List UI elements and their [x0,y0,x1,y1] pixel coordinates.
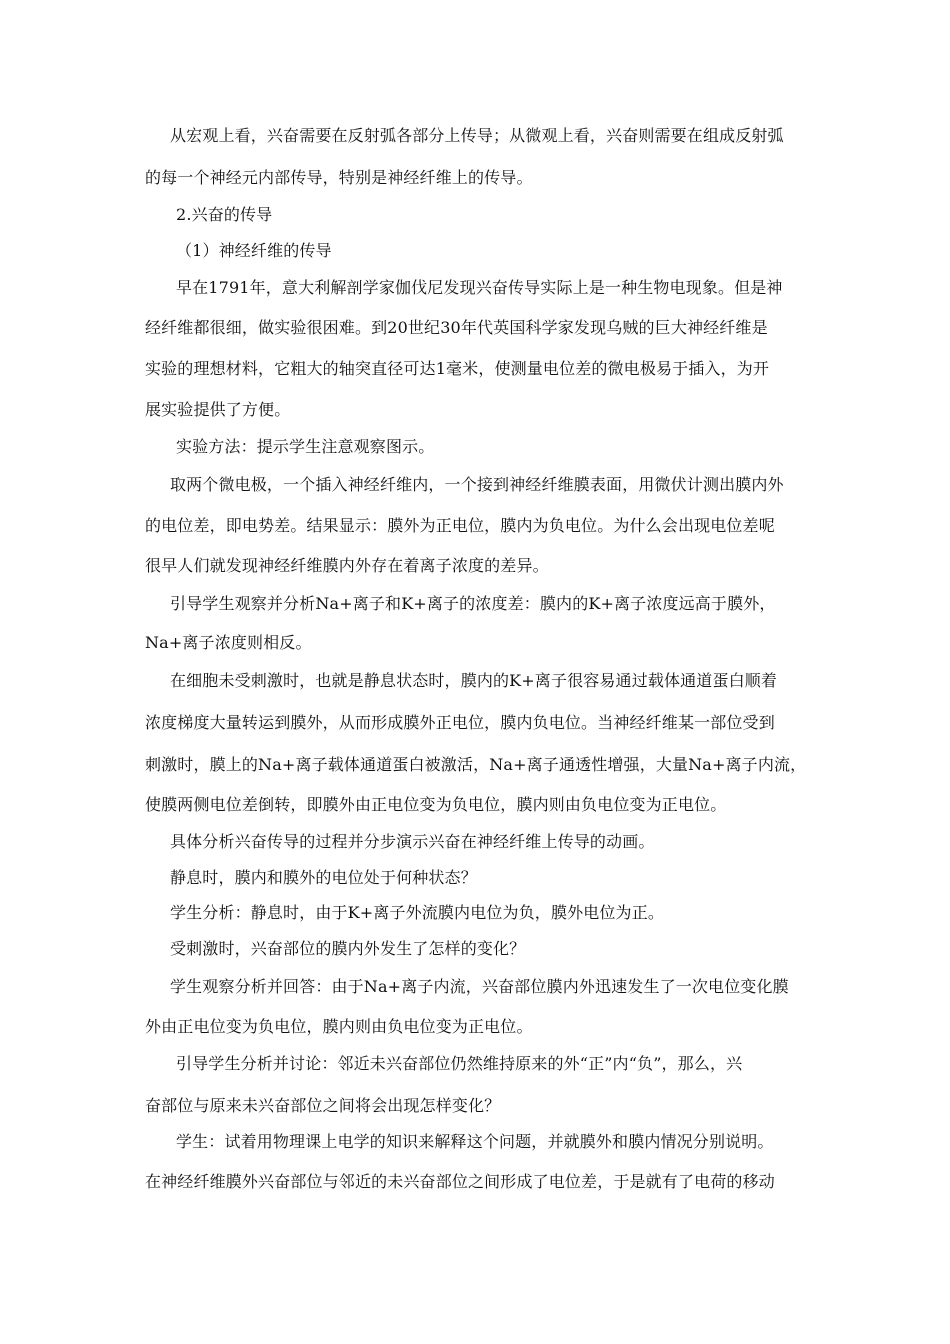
text-line: 学生：试着用物理课上电学的知识来解释这个问题，并就膜外和膜内情况分别说明。 [176,1132,774,1151]
text-line: 奋部位与原来未兴奋部位之间将会出现怎样变化？ [145,1096,501,1115]
text-line: 很早人们就发现神经纤维膜内外存在着离子浓度的差异。 [145,556,549,575]
text-line: 的电位差，即电势差。结果显示：膜外为正电位，膜内为负电位。为什么会出现电位差呢 [145,516,775,535]
text-line: 学生观察分析并回答：由于Na+离子内流，兴奋部位膜内外迅速发生了一次电位变化膜 [170,977,789,996]
text-line: 在细胞未受刺激时，也就是静息状态时，膜内的K+离子很容易通过载体通道蛋白顺着 [170,671,778,690]
text-line: 实验的理想材料，它粗大的轴突直径可达1毫米，使测量电位差的微电极易于插入，为开 [145,359,770,378]
subsection-heading: （1）神经纤维的传导 [176,241,332,260]
text-line: 实验方法：提示学生注意观察图示。 [176,437,435,456]
text-line: 早在1791年，意大利解剖学家伽伐尼发现兴奋传导实际上是一种生物电现象。但是神 [176,278,783,297]
text-line: Na+离子浓度则相反。 [145,633,312,652]
text-line: 静息时，膜内和膜外的电位处于何种状态？ [170,868,477,887]
text-line: 在神经纤维膜外兴奋部位与邻近的未兴奋部位之间形成了电位差，于是就有了电荷的移动 [145,1172,775,1191]
text-line: 刺激时，膜上的Na+离子载体通道蛋白被激活，Na+离子通透性增强，大量Na+离子内流， [145,755,807,774]
text-line: 浓度梯度大量转运到膜外，从而形成膜外正电位，膜内负电位。当神经纤维某一部位受到 [145,713,775,732]
section-heading: 2.兴奋的传导 [176,205,273,224]
text-line: 的每一个神经元内部传导，特别是神经纤维上的传导。 [145,168,533,187]
text-line: 使膜两侧电位差倒转，即膜外由正电位变为负电位，膜内则由负电位变为正电位。 [145,795,727,814]
text-line: 学生分析：静息时，由于K+离子外流膜内电位为负，膜外电位为正。 [170,903,665,922]
text-line: 展实验提供了方便。 [145,400,291,419]
text-line: 经纤维都很细，做实验很困难。到20世纪30年代英国科学家发现乌贼的巨大神经纤维是 [145,318,768,337]
text-line: 引导学生观察并分析Na+离子和K+离子的浓度差：膜内的K+离子浓度远高于膜外， [170,594,776,613]
text-line: 具体分析兴奋传导的过程并分步演示兴奋在神经纤维上传导的动画。 [170,832,655,851]
text-line: 受刺激时，兴奋部位的膜内外发生了怎样的变化？ [170,939,526,958]
text-line: 外由正电位变为负电位，膜内则由负电位变为正电位。 [145,1017,533,1036]
text-line: 引导学生分析并讨论：邻近未兴奋部位仍然维持原来的外“正”内“负”，那么，兴 [176,1054,743,1073]
text-line: 从宏观上看，兴奋需要在反射弧各部分上传导；从微观上看，兴奋则需要在组成反射弧 [170,126,784,145]
text-line: 取两个微电极，一个插入神经纤维内，一个接到神经纤维膜表面，用微伏计测出膜内外 [170,475,784,494]
